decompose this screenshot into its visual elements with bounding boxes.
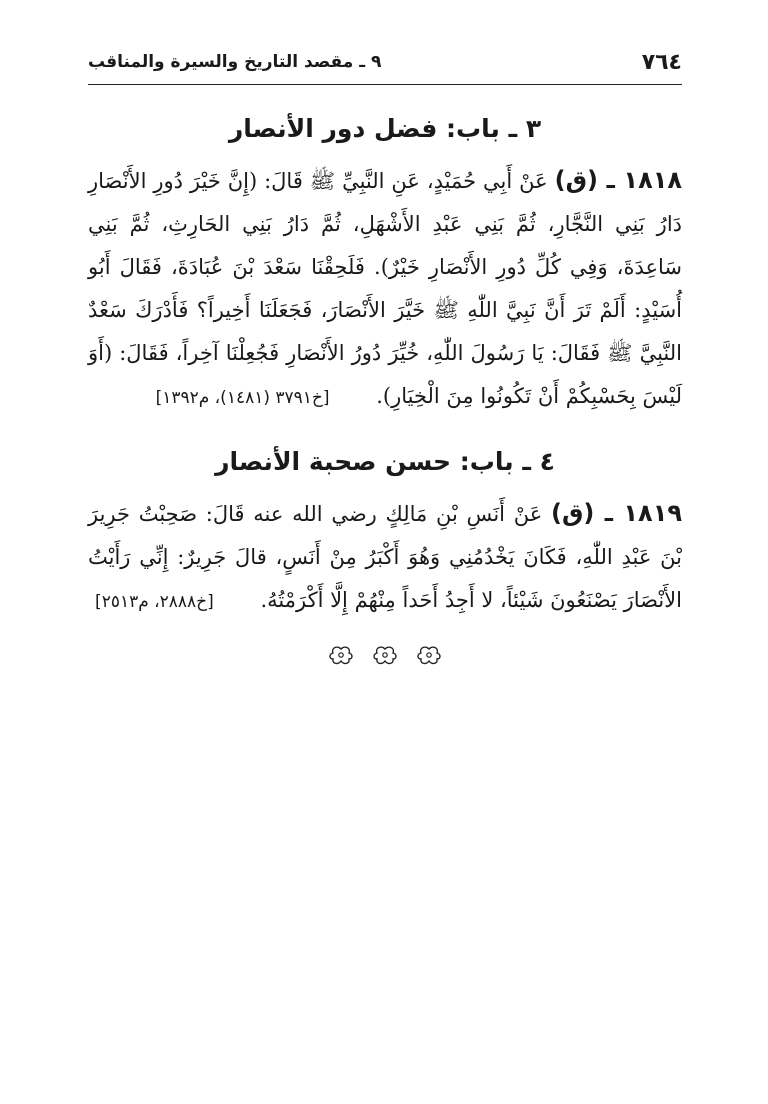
chapter-title: ٤ ـ باب: حسن صحبة الأنصار	[215, 447, 555, 476]
flower-ornament-icon	[372, 646, 398, 666]
hadith-paragraph	[88, 159, 682, 420]
hadith-text: عَنْ أَنَسِ بْنِ مَالِكٍ رضي الله عنه قَالَ: صَحِبْتُ جَرِيرَ بْنَ عَبْدِ اللّٰهِ، فَكَانَ يَخْدُمُنِي وَهُوَ أَكْبَرُ مِنْ أَنَسٍ، قالَ جَرِيرٌ: إِنِّي رَأَيْتُ الأَنْصَارَ يَصْنَعُونَ شَيْئاً، لا أَجِدُ أَحَداً مِنْهُمْ إِلَّا أَكْرَمْتُهُ.	[88, 502, 682, 612]
hadith-reference: [خ٢٨٨٨، م٢٥١٣]	[95, 592, 214, 612]
hadith-paragraph	[88, 492, 682, 624]
running-header	[88, 48, 682, 85]
chapter-title: ٣ ـ باب: فضل دور الأنصار	[228, 114, 542, 143]
page-number: ٧٦٤	[641, 50, 682, 75]
section-end-ornaments	[88, 646, 682, 666]
hadith-reference: [خ٣٧٩١ (١٤٨١)، م١٣٩٢]	[155, 388, 330, 408]
flower-ornament-icon	[328, 646, 354, 666]
flower-ornament-icon	[416, 646, 442, 666]
section-title: ٩ ـ مقصد التاريخ والسيرة والمناقب	[88, 52, 382, 72]
hadith-number: ١٨١٩ ـ (ق)	[550, 499, 682, 527]
hadith-number: ١٨١٨ ـ (ق)	[554, 166, 683, 194]
hadith-text: عَنْ أَبِي حُمَيْدٍ، عَنِ النَّبِيِّ ﷺ قَالَ: (إِنَّ خَيْرَ دُورِ الأَنْصَارِ دَارُ بَنِي النَّجَّارِ، ثُمَّ بَنِي عَبْدِ الأَشْهَلِ، ثُمَّ دَارُ بَنِي الحَارِثِ، ثُمَّ بَنِي سَاعِدَةَ، وَفِي كُلِّ دُورِ الأَنْصَارِ خَيْرٌ). فَلَحِقْنَا سَعْدَ بْنَ عُبَادَةَ، فَقَالَ أَبُو أُسَيْدٍ: أَلَمْ تَرَ أَنَّ نَبِيَّ اللّٰهِ ﷺ خَيَّرَ الأَنْصَارَ، فَجَعَلَنَا أَخِيراً؟ فَأَدْرَكَ سَعْدٌ النَّبِيَّ ﷺ فَقَالَ: يَا رَسُولَ اللّٰهِ، خُيِّرَ دُورُ الأَنْصَارِ فَجُعِلْنَا آخِراً، فَقَالَ: (أَوَ لَيْسَ بِحَسْبِكُمْ أَنْ تَكُونُوا مِنَ الْخِيَارِ).	[88, 169, 682, 408]
book-page	[88, 48, 682, 666]
